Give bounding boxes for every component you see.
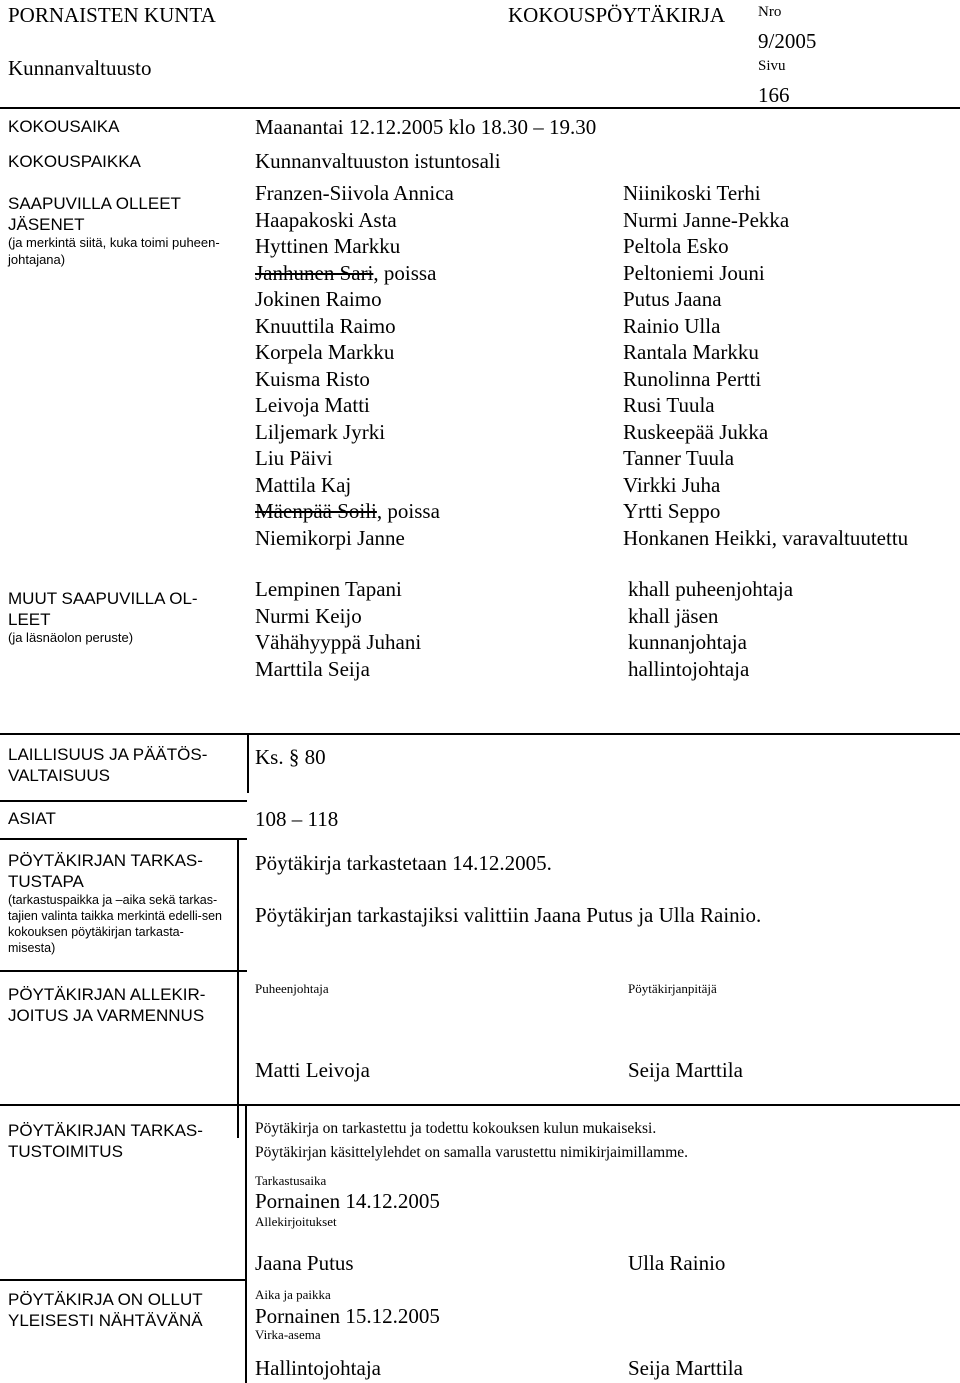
document-type: KOKOUSPÖYTÄKIRJA <box>508 3 726 27</box>
public-place-value: Pornainen 15.12.2005 <box>255 1304 440 1328</box>
organ-name: Kunnanvaltuusto <box>8 56 152 80</box>
members-label: SAAPUVILLA OLLEET JÄSENET <box>8 194 181 234</box>
other-attendee-role: khall puheenjohtaja <box>628 577 794 601</box>
other-attendee-name: Nurmi Keijo <box>255 603 362 628</box>
review-method-line2: Pöytäkirjan tarkastajiksi valittiin Jaana Putus ja Ulla Rainio. <box>255 903 762 927</box>
member-name: Tanner Tuula <box>623 446 735 470</box>
other-attendee-name: Lempinen Tapani <box>255 577 402 601</box>
matters-value: 108 – 118 <box>255 807 339 831</box>
meeting-place-value: Kunnanvaltuuston istuntosali <box>255 149 501 173</box>
others-label: MUUT SAAPUVILLA OL-LEET <box>8 589 198 629</box>
public-place-caption: Aika ja paikka <box>255 1287 331 1302</box>
member-name: Franzen-Siivola Annica <box>255 181 454 205</box>
chair-caption: Puheenjohtaja <box>255 981 329 996</box>
absence-note: , poissa <box>376 499 440 523</box>
row-divider <box>0 838 247 840</box>
other-attendee-role: kunnanjohtaja <box>628 630 747 654</box>
member-row <box>255 419 454 446</box>
member-name: Honkanen Heikki, varavaltuutettu <box>623 525 909 550</box>
review-method-label: PÖYTÄKIRJAN TARKAS-TUSTAPA <box>8 851 203 891</box>
member-name: Rantala Markku <box>623 340 759 364</box>
others-roles-list <box>628 576 793 682</box>
signing-label: PÖYTÄKIRJAN ALLEKIR-JOITUS JA VARMENNUS <box>8 985 206 1025</box>
header-divider <box>0 107 960 109</box>
other-attendee-name: Marttila Seija <box>255 656 370 681</box>
other-attendee-name: Vähähyyppä Juhani <box>255 630 422 654</box>
member-name: Kuisma Risto <box>255 366 370 391</box>
member-name: Knuuttila Raimo <box>255 313 396 338</box>
member-row <box>255 339 454 366</box>
legality-value: Ks. § 80 <box>255 745 326 769</box>
member-name: Niinikoski Terhi <box>623 181 761 205</box>
member-name: Putus Jaana <box>623 287 722 311</box>
member-name: Ruskeepää Jukka <box>623 419 769 444</box>
member-name: Rainio Ulla <box>623 313 721 338</box>
member-row <box>255 233 454 260</box>
members-sublabel: (ja merkintä siitä, kuka toimi puheen-johtajana) <box>8 235 220 267</box>
review-time-value: Pornainen 14.12.2005 <box>255 1189 440 1213</box>
signer1-name: Jaana Putus <box>255 1251 354 1275</box>
other-attendee-role: hallintojohtaja <box>628 656 750 681</box>
member-row <box>255 286 454 313</box>
members-left-list <box>255 180 454 551</box>
member-name: Leivoja Matti <box>255 393 370 417</box>
column-divider <box>245 1104 247 1383</box>
sivu-label: Sivu <box>758 58 786 74</box>
member-row <box>255 313 454 340</box>
meeting-time-label: KOKOUSAIKA <box>8 117 120 136</box>
nro-label: Nro <box>758 4 782 20</box>
column-divider <box>247 733 249 793</box>
member-name: Virkki Juha <box>623 472 721 497</box>
row-divider <box>0 800 247 802</box>
member-name: Nurmi Janne-Pekka <box>623 207 790 232</box>
absence-note: , poissa <box>373 260 437 285</box>
member-name: Liljemark Jyrki <box>255 419 386 444</box>
row-divider <box>0 970 247 972</box>
member-name: Mäenpää Soili <box>255 499 377 523</box>
public-label: PÖYTÄKIRJA ON OLLUT YLEISESTI NÄHTÄVÄNÄ <box>8 1290 203 1330</box>
public-position-caption: Virka-asema <box>255 1327 321 1342</box>
public-position-value: Hallintojohtaja <box>255 1356 381 1380</box>
meeting-place-label: KOKOUSPAIKKA <box>8 152 141 171</box>
member-row <box>255 207 454 234</box>
secretary-caption: Pöytäkirjanpitäjä <box>628 981 717 996</box>
review-time-caption: Tarkastusaika <box>255 1173 327 1188</box>
review-done-label: PÖYTÄKIRJAN TARKAS-TUSTOIMITUS <box>8 1121 203 1161</box>
member-name: Peltoniemi Jouni <box>623 260 765 285</box>
others-label-block <box>8 588 236 647</box>
nro-value: 9/2005 <box>758 29 817 53</box>
meeting-time-value: Maanantai 12.12.2005 klo 18.30 – 19.30 <box>255 115 597 139</box>
member-name: Niemikorpi Janne <box>255 525 405 550</box>
member-row <box>255 366 454 393</box>
municipality-name: PORNAISTEN KUNTA <box>8 3 216 27</box>
others-sublabel: (ja läsnäolon peruste) <box>8 630 134 645</box>
public-person: Seija Marttila <box>628 1356 743 1380</box>
member-row <box>255 445 454 472</box>
chair-name: Matti Leivoja <box>255 1058 370 1082</box>
member-name: Mattila Kaj <box>255 472 352 497</box>
other-attendee-role: khall jäsen <box>628 603 719 628</box>
member-row <box>255 180 454 207</box>
member-name: Yrtti Seppo <box>623 499 721 523</box>
legality-label: LAILLISUUS JA PÄÄTÖS-VALTAISUUS <box>8 745 208 785</box>
secretary-name: Seija Marttila <box>628 1058 743 1082</box>
member-row <box>255 392 454 419</box>
member-name: Hyttinen Markku <box>255 234 401 258</box>
member-row <box>255 498 454 525</box>
member-name: Haapakoski Asta <box>255 207 397 232</box>
member-name: Peltola Esko <box>623 234 729 258</box>
member-name: Janhunen Sari <box>255 260 374 285</box>
member-row <box>255 525 454 552</box>
section-divider <box>0 733 960 735</box>
matters-label: ASIAT <box>8 809 56 828</box>
row-divider <box>0 1279 247 1281</box>
member-name: Korpela Markku <box>255 340 395 364</box>
member-row <box>255 260 454 287</box>
member-name: Liu Päivi <box>255 446 333 470</box>
member-row <box>255 472 454 499</box>
column-divider <box>237 838 239 1138</box>
review-method-sublabel: (tarkastuspaikka ja –aika sekä tarkas-tajien valinta taikka merkintä edelli-sen kokouksen pöytäkirjan tarkasta-misesta) <box>8 893 222 955</box>
signer2-name: Ulla Rainio <box>628 1251 726 1275</box>
signatures-caption: Allekirjoitukset <box>255 1214 337 1229</box>
review-method-line1: Pöytäkirja tarkastetaan 14.12.2005. <box>255 851 552 875</box>
member-name: Jokinen Raimo <box>255 287 382 311</box>
members-right-list <box>623 180 908 551</box>
review-done-line2: Pöytäkirjan käsittelylehdet on samalla varustettu nimikirjaimillamme. <box>255 1144 689 1161</box>
others-names-list <box>255 576 421 682</box>
members-label-block <box>8 193 236 268</box>
review-method-label-block <box>8 850 230 956</box>
member-name: Rusi Tuula <box>623 393 715 417</box>
member-name: Runolinna Pertti <box>623 366 762 391</box>
row-divider <box>0 1104 960 1106</box>
review-done-line1: Pöytäkirja on tarkastettu ja todettu kokouksen kulun mukaiseksi. <box>255 1120 657 1137</box>
sivu-value: 166 <box>758 83 790 107</box>
